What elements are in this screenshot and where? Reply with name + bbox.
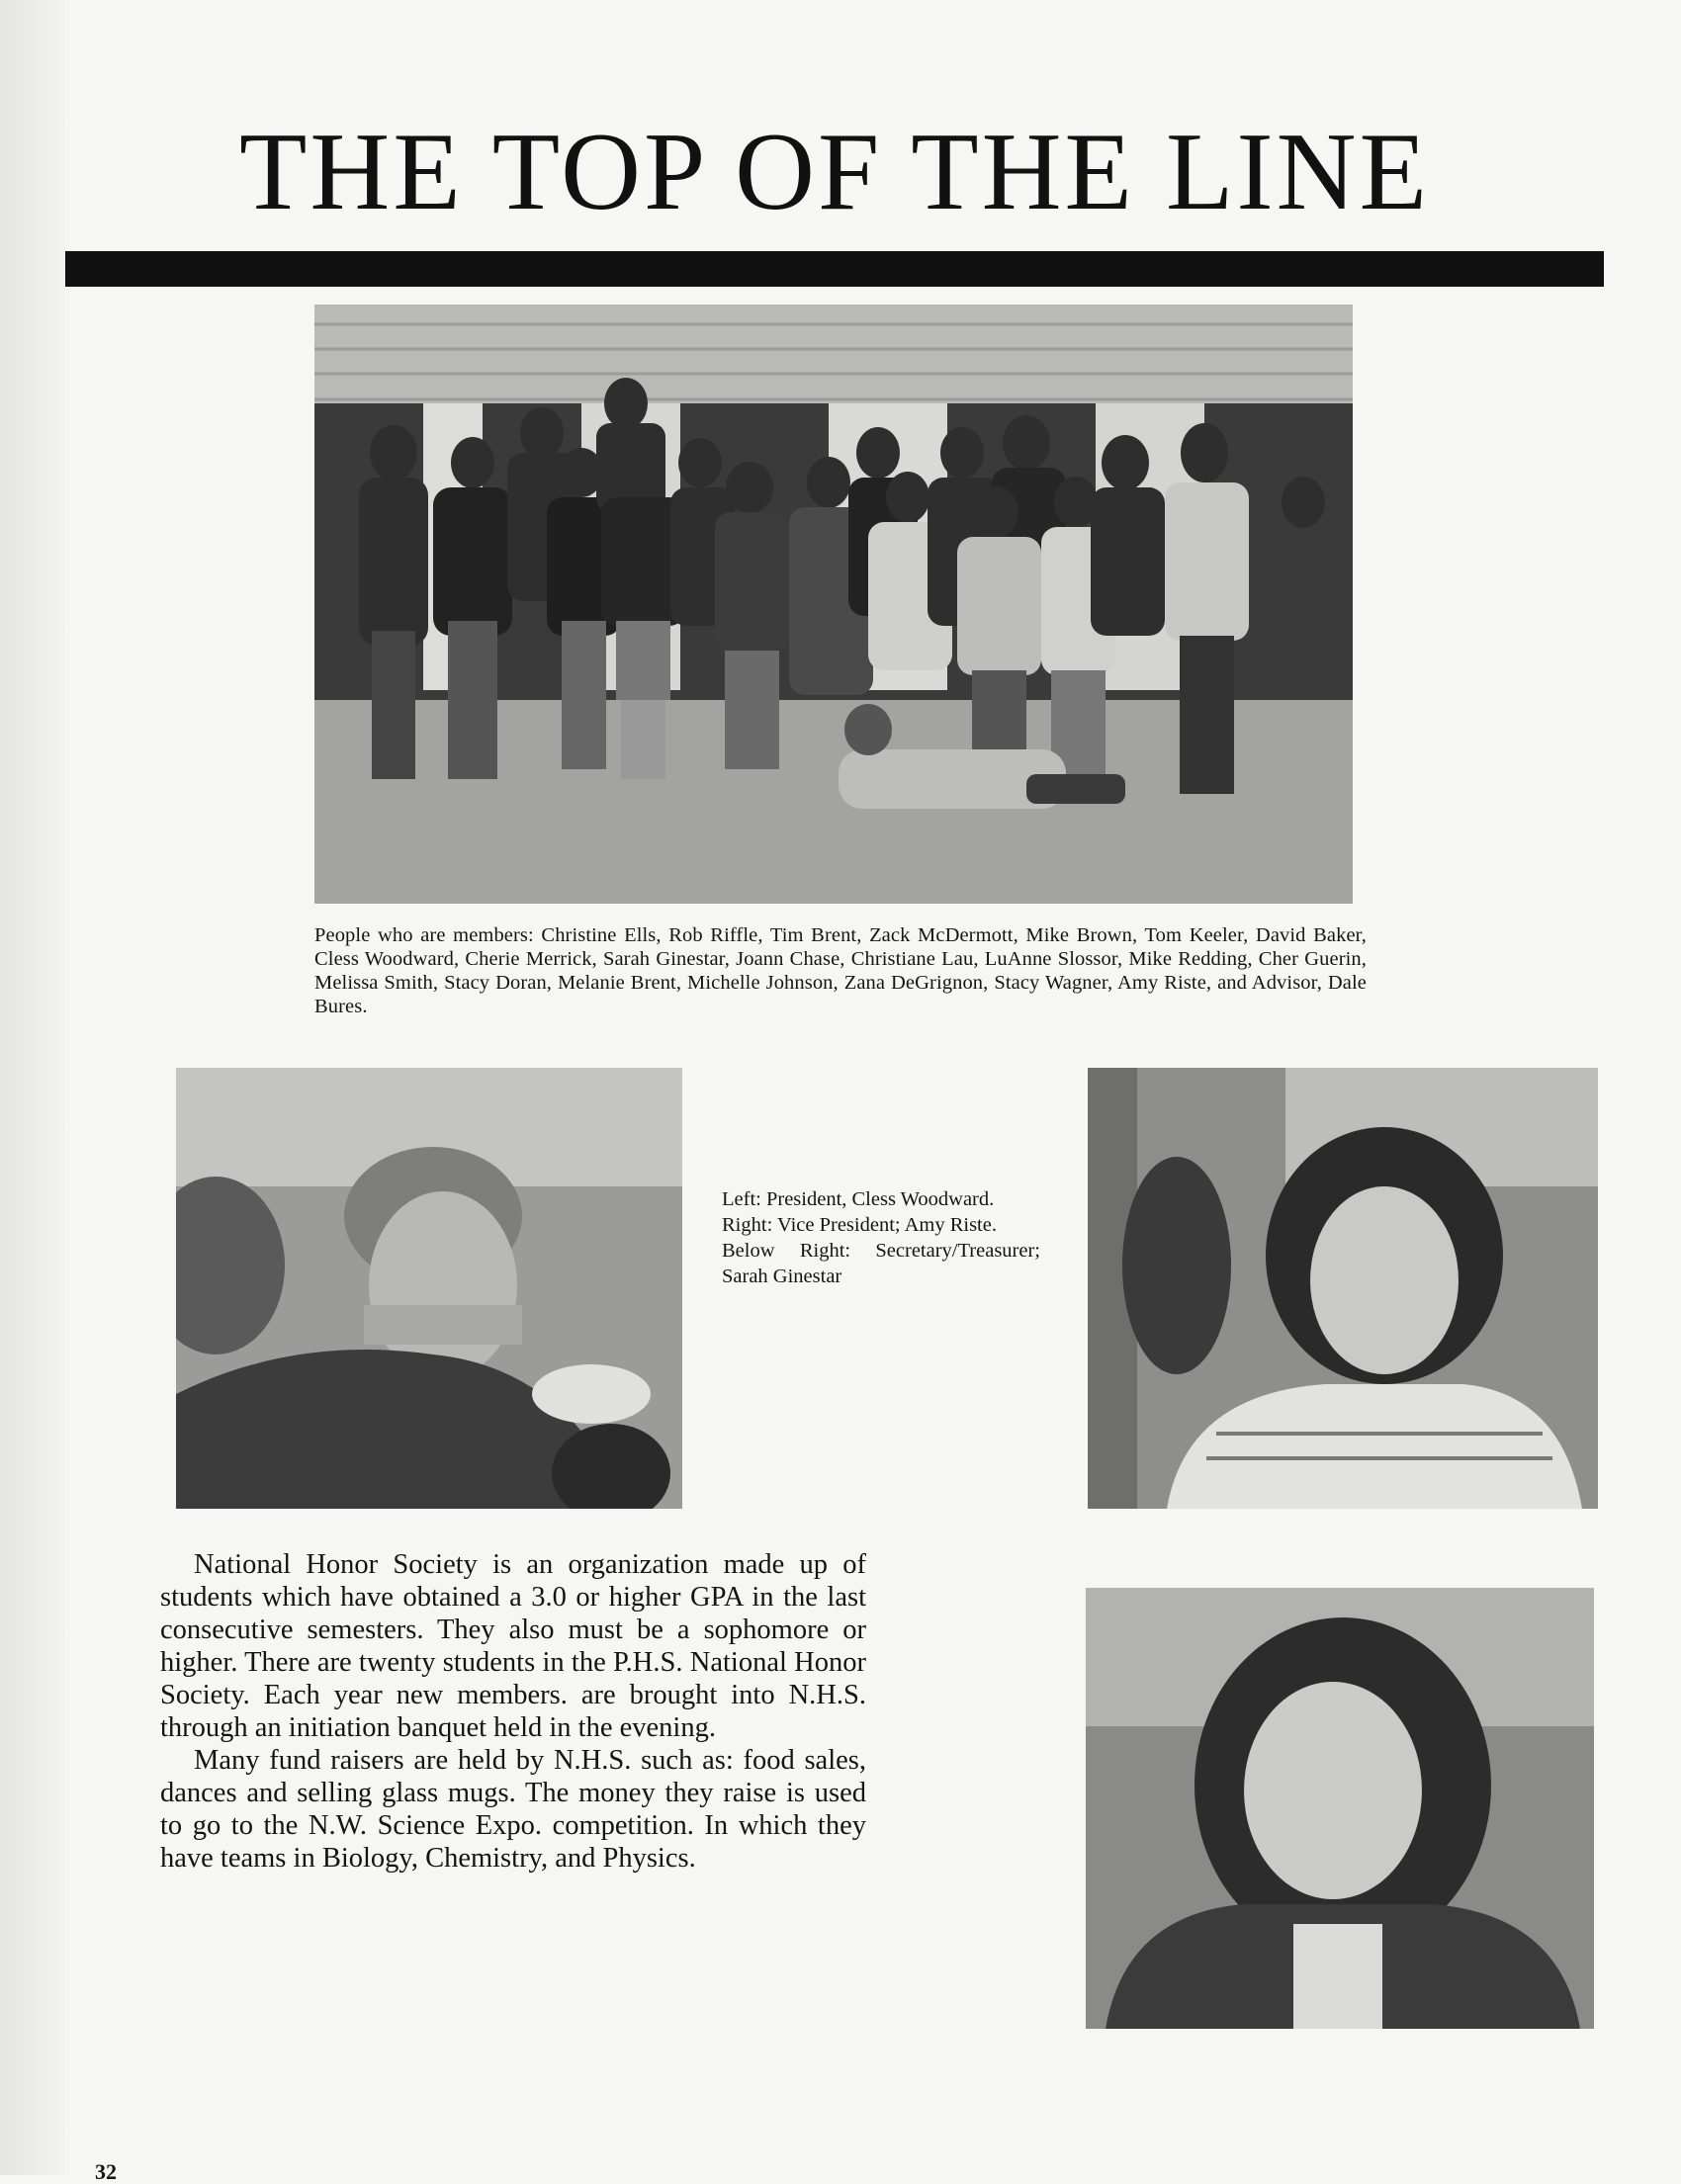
- caption-line-vice-president: Right: Vice President; Amy Riste.: [722, 1214, 997, 1236]
- secretary-treasurer-photo: [1086, 1588, 1594, 2029]
- title-rule: [65, 251, 1604, 287]
- president-photo: [176, 1068, 682, 1509]
- officers-caption: [722, 1186, 1040, 1289]
- group-photo-caption: People who are members: Christine Ells, Rob Riffle, Tim Brent, Zack McDermott, Mike Brown, Tom Keeler, David Baker, Cless Woodward, Cherie Merrick, Sarah Ginestar, Joann Chase, Christiane Lau, LuAnne Slossor, Mike Redding, Cher Guerin, Melissa Smith, Stacy Doran, Melanie Brent, Michelle Johnson, Zana DeGrignon, Stacy Wagner, Amy Riste, and Advisor, Dale Bures.: [314, 924, 1367, 1017]
- vice-president-photo: [1088, 1068, 1598, 1509]
- article-paragraph: National Honor Society is an organization made up of students which have obtained a 3.0 or higher GPA in the last consecutive semesters. They also must be a sophomore or higher. There are twenty students in the P.H.S. National Honor Society. Each year new members. are brought into N.H.S. through an initiation banquet held in the evening.: [160, 1549, 866, 1743]
- page-title: THE TOP OF THE LINE: [239, 111, 1430, 233]
- nhs-article: [160, 1548, 866, 1875]
- caption-line-secretary: Below Right: Secretary/Treasurer; Sarah Ginestar: [722, 1240, 1040, 1287]
- group-photo: [314, 305, 1353, 904]
- caption-line-president: Left: President, Cless Woodward.: [722, 1188, 995, 1210]
- page-number: 32: [95, 2159, 117, 2184]
- page-gutter-shadow: [0, 0, 65, 2175]
- article-paragraph: Many fund raisers are held by N.H.S. such as: food sales, dances and selling glass mugs. The money they raise is used to go to the N.W. Science Expo. competition. In which they have teams in Biology, Chemistry, and Physics.: [160, 1745, 866, 1874]
